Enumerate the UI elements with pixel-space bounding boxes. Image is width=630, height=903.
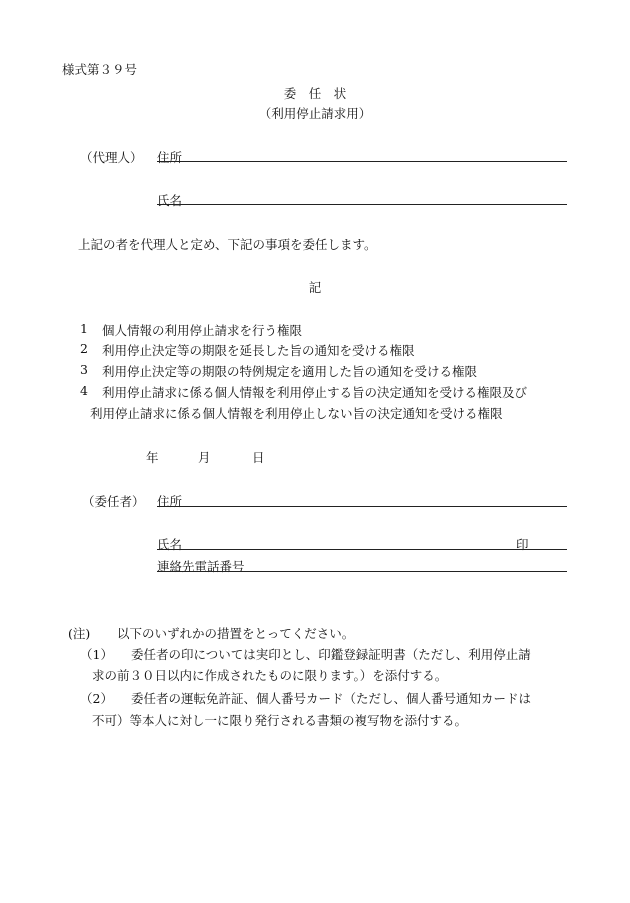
note-2-text: 委任者の運転免許証、個人番号カード（ただし、個人番号通知カードは — [131, 691, 532, 706]
document-subtitle: （利用停止請求用） — [258, 106, 372, 121]
principal-address-label: 住所 — [157, 494, 183, 509]
principal-name-label: 氏名 — [157, 537, 183, 552]
note-1-number: （1） — [80, 647, 113, 662]
item-text: 利用停止決定等の期限の特例規定を適用した旨の通知を受ける権限 — [102, 364, 478, 379]
principal-name-field[interactable] — [157, 549, 567, 550]
date-month-label: 月 — [198, 450, 211, 465]
item-text: 利用停止請求に係る個人情報を利用停止する旨の決定通知を受ける権限及び — [102, 385, 528, 400]
note-label: (注) — [68, 626, 91, 641]
note-2-text-continued: 不可）等本人に対し一に限り発行される書類の複写物を添付する。 — [92, 713, 468, 728]
form-number: 様式第３９号 — [62, 62, 138, 77]
agent-name-field[interactable] — [157, 204, 567, 205]
principal-address-field[interactable] — [157, 506, 567, 507]
agent-name-label: 氏名 — [157, 193, 183, 208]
item-number: 2 — [80, 341, 88, 356]
note-2-number: （2） — [80, 691, 113, 706]
principal-phone-label: 連絡先電話番号 — [157, 559, 245, 574]
item-text: 利用停止決定等の期限を延長した旨の通知を受ける権限 — [102, 343, 415, 358]
delegation-text: 上記の者を代理人と定め、下記の事項を委任します。 — [78, 237, 377, 252]
principal-label: （委任者） — [82, 494, 145, 509]
note-intro: 以下のいずれかの措置をとってください。 — [117, 626, 355, 641]
document-title: 委 任 状 — [283, 86, 347, 101]
agent-address-field[interactable] — [157, 161, 567, 162]
item-text: 個人情報の利用停止請求を行う権限 — [102, 323, 303, 338]
agent-label: （代理人） — [80, 150, 143, 165]
item-number: 4 — [80, 383, 88, 398]
ki-heading: 記 — [308, 280, 322, 295]
note-1-text-continued: 求の前３０日以内に作成されたものに限ります。）を添付する。 — [92, 668, 448, 683]
seal-label: 印 — [516, 537, 529, 552]
date-year-label: 年 — [146, 450, 159, 465]
principal-phone-field[interactable] — [157, 571, 567, 572]
item-text-continued: 利用停止請求に係る個人情報を利用停止しない旨の決定通知を受ける権限 — [90, 406, 503, 421]
item-number: 3 — [80, 362, 88, 377]
note-1-text: 委任者の印については実印とし、印鑑登録証明書（ただし、利用停止請 — [131, 647, 531, 662]
agent-address-label: 住所 — [157, 150, 183, 165]
item-number: 1 — [80, 321, 88, 336]
date-day-label: 日 — [252, 450, 265, 465]
